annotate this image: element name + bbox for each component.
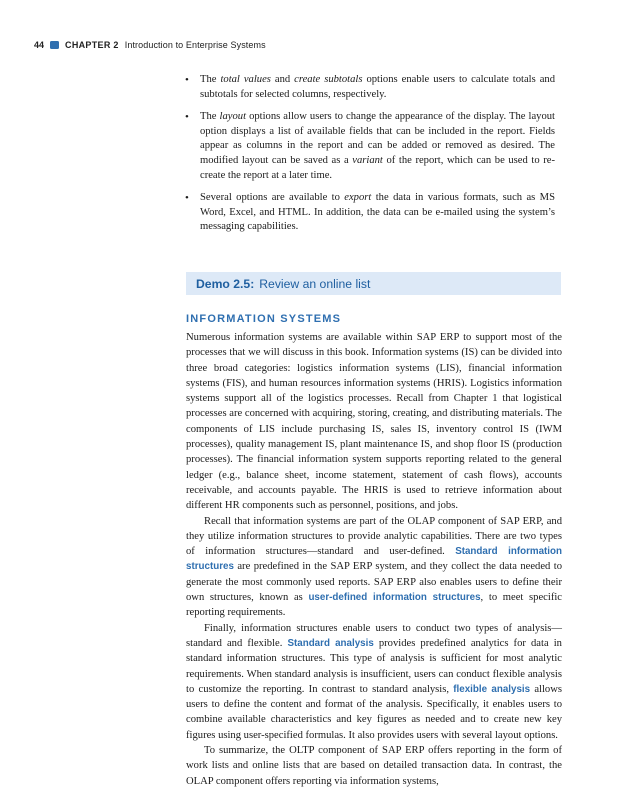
term-total-values: total values [220,74,271,85]
term-export: export [344,192,372,204]
bullet-item-layout: • The layout options allow users to change the appearance of the display. The layout option displays a list of available fields that can be included in the report. Fields appear as columns in the report and can be added or removed as desired. The modified layout can be saved as a variant of the report, which can be used to re-create the report at a later time. [185,111,556,181]
paragraph-2: Recall that information systems are part of the OLAP component of SAP ERP, and they utilize information structures to provide analytic capabilities. There are two types of information structures—standard and user-defined. Standard information structures are predefined in the SAP ERP system, and they collect the data needed to generate the most commonly used reports. SAP ERP also enables users to define their own structures, known as user-defined information structures, to meet specific reporting requirements. [186,515,562,619]
bullet-item-export: • Several options are available to export the data in various formats, such as MS Word, Excel, and HTML. In addition, the data can be e-mailed using the system’s messaging capabilities. [185,192,555,233]
demo-label: Demo 2.5: [196,276,255,291]
paragraph-3: Finally, information structures enable users to conduct two types of analysis—standard and flexible. Standard analysis provides predefined analytics for data in standard information structures. This type of analysis is sufficient for most analytic requirements. When standard analysis is insufficient, users can conduct flexible analysis to customize the reporting. In contrast to standard analysis, flexible analysis allows users to define the content and format of the analysis. Specifically, it enables users to combine available characteristics and key figures as needed and to create new key figures using user-specified formulas. It also provides users with several layout options. [186,622,563,741]
paragraph-4: To summarize, the OLTP component of SAP ERP offers reporting in the form of work lists and online lists that are based on detailed transaction data. In contrast, the OLAP component offers reporting via information systems, [186,745,562,787]
demo-callout [186,272,561,295]
section-heading: INFORMATION SYSTEMS [186,313,342,325]
section-body [186,330,562,789]
running-head [34,38,266,52]
key-term-user-defined-information-structures: user-defined information structures [308,592,481,604]
term-layout: layout [219,111,247,123]
key-term-standard-information-structures: Standard information structures [186,546,562,573]
bullet-list [185,73,556,243]
bullet-dot-icon: • [185,74,189,86]
paragraph-1: Numerous information systems are available within SAP ERP to support most of the processes that we will discuss in this book. Information systems (IS) can be divided into three broad categories: logistics information systems (LIS), financial information systems (FIS), and human resources information systems (HRIS). Logistics information systems support all of the logistics processes. Recall from Chapter 1 that logistical processes are concerned with acquiring, storing, creating, and distributing materials. The components of LIS include purchasing IS, sales IS, inventory control IS (IWM processes), quality management IS, plant maintenance IS, and shop floor IS (production processes). The financial information system supports reporting related to the general ledger (e.g., balance sheet, income statement, statement of cash flows), accounts receivable, and accounts payable. The HRIS is used to retrieve information about different HR components such as personnel, positions, and jobs. [186,332,562,512]
bullet-item-totals: • The total values and create subtotals options enable users to calculate totals and subtotals for selected columns, respectively. [185,74,556,100]
page-number: 44 [34,40,45,50]
square-bullet-icon [50,41,59,49]
demo-title: Review an online list [259,276,371,291]
bullet-dot-icon: • [185,111,189,124]
key-term-standard-analysis: Standard analysis [287,637,374,649]
chapter-title: Introduction to Enterprise Systems [124,40,266,50]
key-term-flexible-analysis: flexible analysis [453,683,531,695]
bullet-dot-icon: • [185,192,189,205]
term-variant: variant [352,154,383,166]
term-create-subtotals: create subtotals [294,74,363,85]
chapter-label: CHAPTER 2 [65,40,119,50]
